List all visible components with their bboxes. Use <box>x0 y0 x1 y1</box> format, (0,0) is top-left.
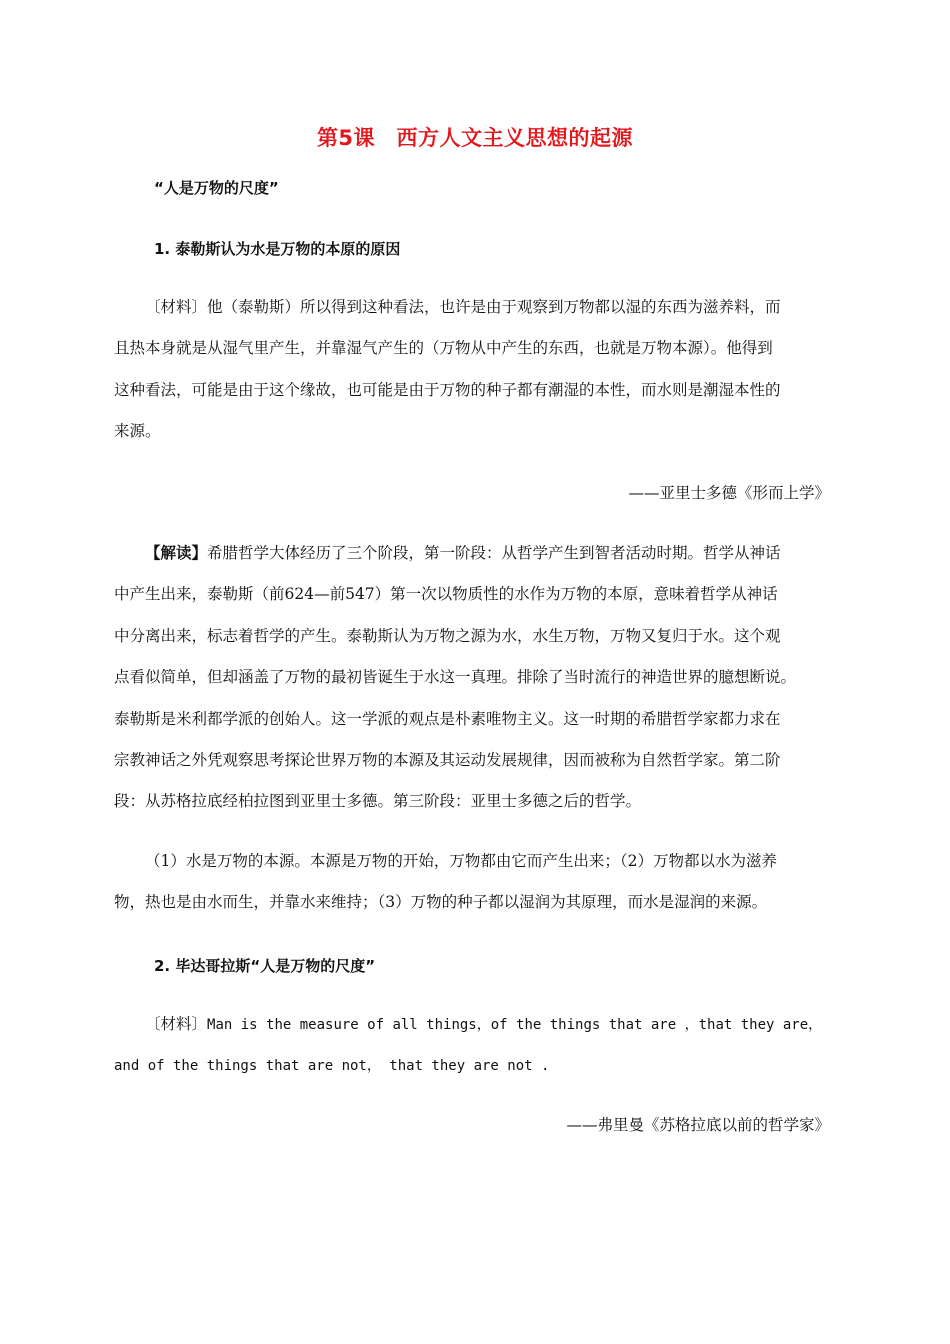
interpretation-line: 中产生出来，泰勒斯（前624—前547）第一次以物质性的水作为万物的本原，意味着哲学从神话 <box>114 585 778 604</box>
section-heading: “人是万物的尺度” <box>154 179 279 197</box>
material-line: 这种看法，可能是由于这个缘故，也可能是由于万物的种子都有潮湿的本性，而水则是潮湿本性的 <box>114 380 781 399</box>
item1-heading: 1. 泰勒斯认为水是万物的本原的原因 <box>154 240 401 258</box>
interpretation-tag: 【解读】 <box>145 544 208 562</box>
item1-source: ——亚里士多德《形而上学》 <box>628 484 830 502</box>
item1-answer <box>114 841 834 924</box>
material-english: Man is the measure of all things，of the things that are ，that they are， <box>207 1017 823 1033</box>
interpretation-line: 段：从苏格拉底经柏拉图到亚里士多德。第三阶段：亚里士多德之后的哲学。 <box>114 792 642 811</box>
interpretation-line: 点看似简单，但却涵盖了万物的最初皆诞生于水这一真理。排除了当时流行的神造世界的臆想断说。 <box>114 668 797 687</box>
interpretation-text: 希腊哲学大体经历了三个阶段，第一阶段：从哲学产生到智者活动时期。哲学从神话 <box>207 544 781 562</box>
answer-line: （1）水是万物的本源。本源是万物的开始，万物都由它而产生出来；（2）万物都以水为滋养 <box>145 852 777 870</box>
material-english: and of the things that are not， that they are not . <box>114 1058 550 1075</box>
interpretation-line: 中分离出来，标志着哲学的产生。泰勒斯认为万物之源为水，水生万物，万物又复归于水。这个观 <box>114 626 781 645</box>
material-line: 来源。 <box>114 422 161 441</box>
interpretation-line: 泰勒斯是米利都学派的创始人。这一学派的观点是朴素唯物主义。这一时期的希腊哲学家都力求在 <box>114 709 781 728</box>
material-prefix: 〔材料〕 <box>145 1015 208 1033</box>
answer-line: 物，热也是由水而生，并靠水来维持；（3）万物的种子都以湿润为其原理，而水是湿润的来源。 <box>114 893 768 912</box>
material-line: 〔材料〕他（泰勒斯）所以得到这种看法，也许是由于观察到万物都以湿的东西为滋养料，而 <box>145 298 781 316</box>
interpretation-line <box>114 533 834 574</box>
material-line <box>114 1004 834 1046</box>
item2-heading: 2. 毕达哥拉斯“人是万物的尺度” <box>154 957 376 975</box>
item2-source: ——弗里曼《苏格拉底以前的哲学家》 <box>566 1116 830 1134</box>
material-line: 且热本身就是从湿气里产生，并靠湿气产生的（万物从中产生的东西，也就是万物本源）。他得到 <box>114 339 773 358</box>
item2-material <box>114 1004 834 1088</box>
interpretation-line: 宗教神话之外凭观察思考探论世界万物的本源及其运动发展规律，因而被称为自然哲学家。第二阶 <box>114 751 781 770</box>
item1-material <box>114 287 834 453</box>
item1-interpretation <box>114 533 834 823</box>
lesson-title: 第5课 西方人文主义思想的起源 <box>316 126 634 150</box>
